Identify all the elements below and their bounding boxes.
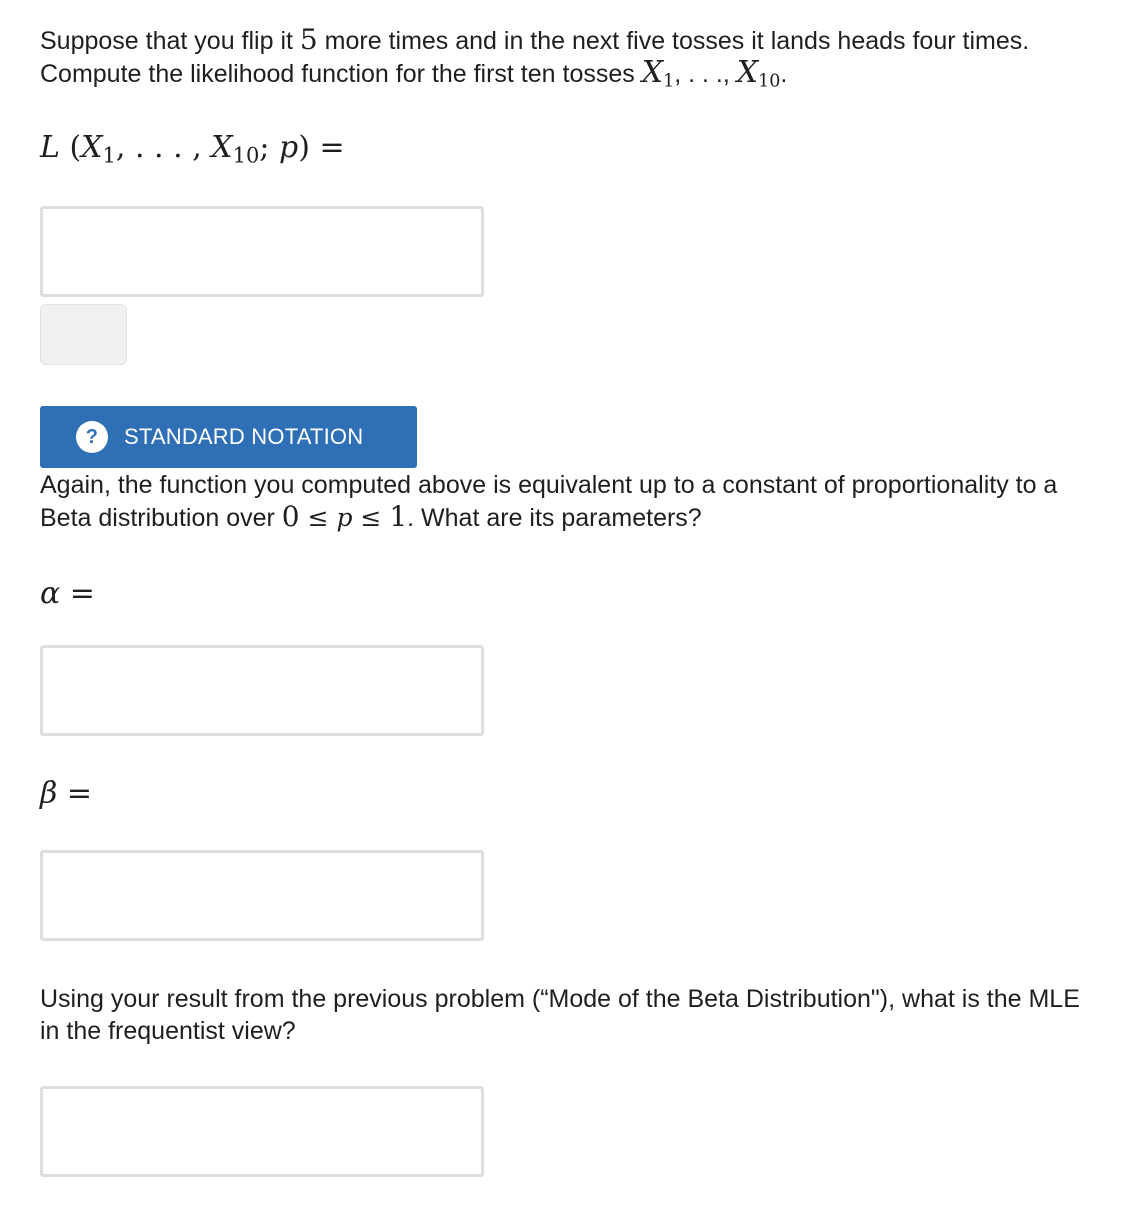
question-3-text: Using your result from the previous problem (“Mode of the Beta Distribution"), what is the MLE in the frequentist view? [40, 985, 1080, 1045]
alpha-answer-input[interactable] [40, 645, 484, 736]
alpha-label: α = [40, 576, 95, 611]
number-five: 5 [299, 23, 318, 56]
mle-answer-input[interactable] [40, 1086, 484, 1177]
beta-label: β = [40, 776, 93, 811]
submit-button[interactable] [40, 304, 127, 365]
question-1-text: Suppose that you flip it 5 more times and in the next five tosses it lands heads four times. Compute the likelihood function for the first ten tosses $X_1$, . . ., $X_{10}$. [40, 23, 1030, 92]
help-icon: ? [78, 423, 106, 451]
beta-answer-input[interactable] [40, 850, 484, 941]
standard-notation-button[interactable] [40, 406, 417, 468]
standard-notation-label: STANDARD NOTATION [124, 424, 364, 449]
likelihood-equation-label: L ($X_1$, . . . , $X_{10}$; p) = [40, 130, 345, 168]
likelihood-answer-input[interactable] [40, 206, 484, 297]
question-2-text: Again, the function you computed above is equivalent up to a constant of proportionality to a Beta distribution over 0 ≤ p ≤ 1. What are its parameters? [40, 471, 1058, 533]
